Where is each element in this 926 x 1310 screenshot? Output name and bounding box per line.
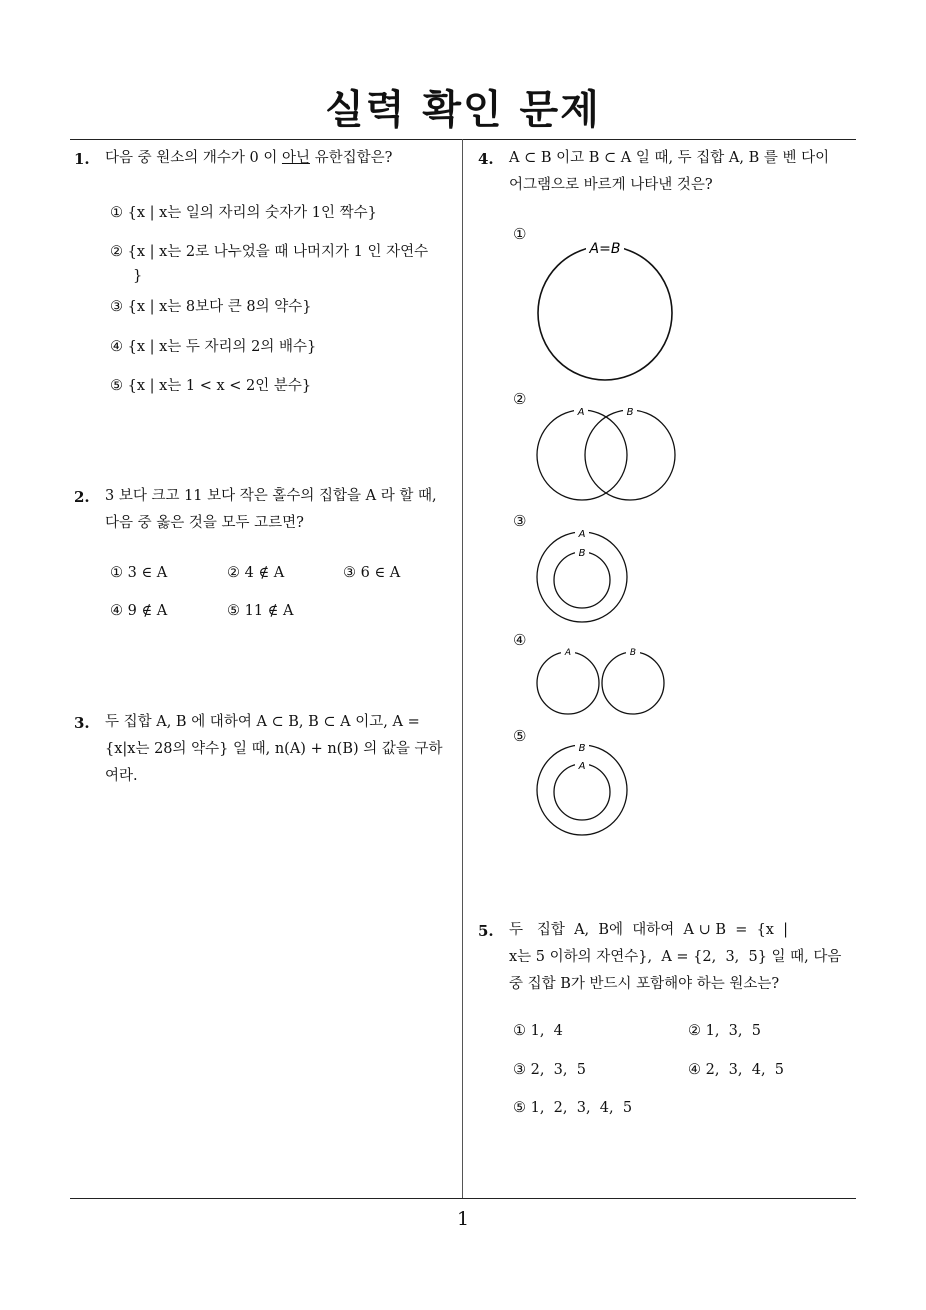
q1-text-before: 다음 중 원소의 개수가 0 이 <box>105 150 282 166</box>
venn-outer-b <box>537 745 627 835</box>
venn-circle-ab <box>538 246 672 380</box>
label-outer-b: B <box>578 743 586 754</box>
q4-option-2-diagram[interactable] <box>530 402 680 502</box>
q5-option-2[interactable]: ② 1, 3, 5 <box>688 1023 761 1039</box>
q4-option-5-diagram[interactable] <box>530 740 640 840</box>
q5-option-4[interactable]: ④ 2, 3, 4, 5 <box>688 1062 784 1078</box>
q2-option-2[interactable]: ② 4 ∉ A <box>227 565 285 581</box>
label-a: A <box>577 407 585 418</box>
q4-option-1-mark[interactable]: ① <box>513 225 527 243</box>
label-inner-a: A <box>578 761 586 772</box>
q2-option-5[interactable]: ⑤ 11 ∉ A <box>227 603 294 619</box>
q3-text: 두 집합 A, B 에 대하여 A ⊂ B, B ⊂ A 이고, A = {x|x는 28의 약수} 일 때, n(A) + n(B) 의 값을 구하 여라. <box>105 714 443 784</box>
q1-option-3[interactable]: ③ {x | x는 8보다 큰 8의 약수} <box>110 299 312 315</box>
q1-option-4[interactable]: ④ {x | x는 두 자리의 2의 배수} <box>110 339 317 355</box>
q1-option-2[interactable]: ② {x | x는 2로 나누었을 때 나머지가 1 인 자연수 <box>110 244 429 260</box>
q5-option-5[interactable]: ⑤ 1, 2, 3, 4, 5 <box>513 1100 633 1116</box>
venn-circle-a <box>537 652 599 714</box>
label-a: A <box>564 648 572 658</box>
q1-text <box>105 145 392 172</box>
q4-option-2-mark[interactable]: ② <box>513 390 527 408</box>
q4-number: 4. <box>478 150 494 168</box>
q4-option-1-diagram[interactable] <box>530 240 680 390</box>
q1-option-1[interactable]: ① {x | x는 일의 자리의 숫자가 1인 짝수} <box>110 205 377 221</box>
q4-text: A ⊂ B 이고 B ⊂ A 일 때, 두 집합 A, B 를 벤 다이 어그램으로 바르게 나타낸 것은? <box>509 150 830 193</box>
q1-underlined: 아닌 <box>281 150 310 166</box>
label-outer-a: A <box>578 529 586 540</box>
venn-inner-a <box>554 764 610 820</box>
venn-circle-a <box>537 410 627 500</box>
q3-number: 3. <box>74 714 90 732</box>
q1-option-2-cont: } <box>133 268 143 284</box>
label-b: B <box>629 648 637 658</box>
q1-text-after: 유한집합은? <box>309 150 393 166</box>
label-inner-b: B <box>578 548 586 559</box>
q4-option-3-diagram[interactable] <box>530 525 640 625</box>
q2-option-1[interactable]: ① 3 ∈ A <box>110 565 168 581</box>
label-b: B <box>626 407 634 418</box>
page-title: 실력 확인 문제 <box>325 87 601 133</box>
venn-circle-b <box>585 410 675 500</box>
q4-option-4-mark[interactable]: ④ <box>513 631 527 649</box>
q5-option-3[interactable]: ③ 2, 3, 5 <box>513 1062 586 1078</box>
q2-text: 3 보다 크고 11 보다 작은 홀수의 집합을 A 라 할 때, 다음 중 옳은 것을 모두 고르면? <box>105 488 437 531</box>
label-a-equals-b: A=B <box>589 241 621 257</box>
page-number: 1 <box>456 1208 470 1230</box>
q2-number: 2. <box>74 488 90 506</box>
q2-option-4[interactable]: ④ 9 ∉ A <box>110 603 168 619</box>
q5-number: 5. <box>478 922 494 940</box>
q4-option-4-diagram[interactable] <box>530 645 680 725</box>
bottom-rule <box>70 1198 856 1199</box>
column-divider <box>462 139 463 1199</box>
q5-option-1[interactable]: ① 1, 4 <box>513 1023 563 1039</box>
venn-inner-b <box>554 552 610 608</box>
top-rule <box>70 139 856 140</box>
q4-option-3-mark[interactable]: ③ <box>513 512 527 530</box>
q2-option-3[interactable]: ③ 6 ∈ A <box>343 565 401 581</box>
q1-number: 1. <box>74 150 90 168</box>
q4-option-5-mark[interactable]: ⑤ <box>513 727 527 745</box>
q1-option-5[interactable]: ⑤ {x | x는 1 < x < 2인 분수} <box>110 378 312 394</box>
venn-circle-b <box>602 652 664 714</box>
q5-text: 두 집합 A, B에 대하여 A ∪ B = {x | x는 5 이하의 자연수}, A = {2, 3, 5} 일 때, 다음 중 집합 B가 반드시 포함해야 하는 원소는? <box>509 922 842 992</box>
